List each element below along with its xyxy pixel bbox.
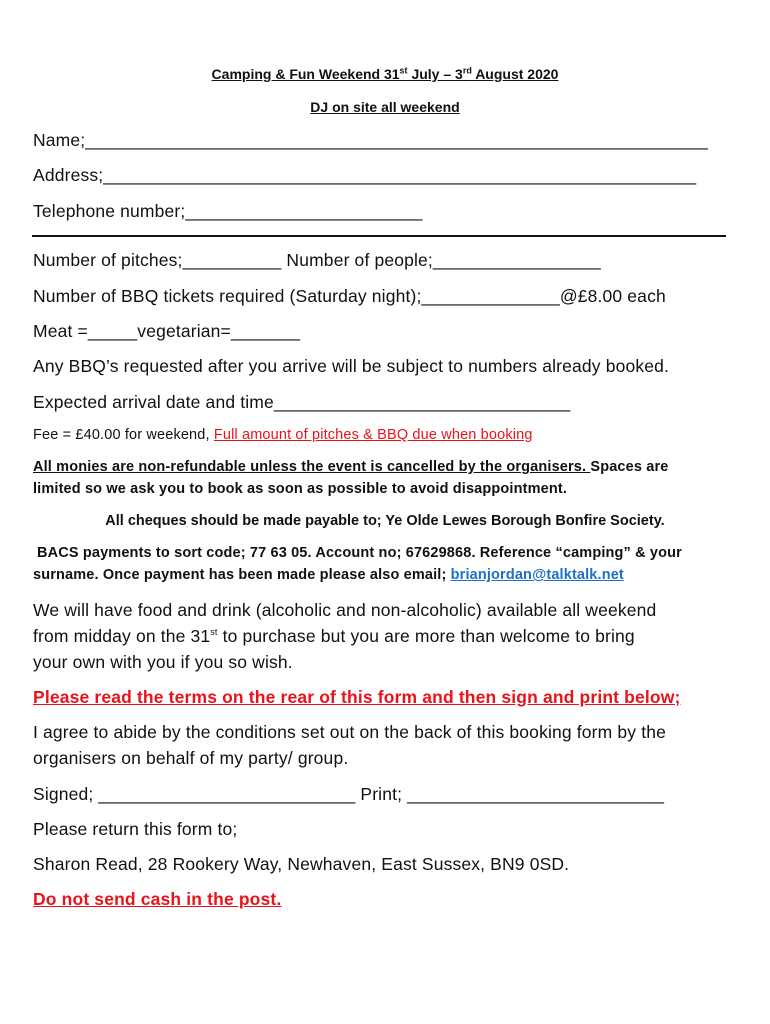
agree-line-2: organisers on behalf of my party/ group. <box>33 748 349 768</box>
bacs-line-2 <box>33 567 624 583</box>
email-link[interactable]: brianjordan@talktalk.net <box>450 567 624 583</box>
title-text-3: August 2020 <box>471 66 559 82</box>
arrival-field[interactable]: Expected arrival date and time______________________________ <box>33 392 571 412</box>
signature-field[interactable]: Signed; __________________________ Print; __________________________ <box>33 784 665 804</box>
form-title <box>0 66 770 82</box>
form-subtitle: DJ on site all weekend <box>310 99 460 115</box>
food-text-a: from midday on the 31 <box>33 626 211 646</box>
refund-text-underlined: All monies are non-refundable unless the event is cancelled by the organisers. <box>33 459 591 475</box>
refund-text-rest: Spaces are <box>590 459 669 475</box>
meat-vegetarian-field[interactable]: Meat =_____vegetarian=_______ <box>33 321 301 341</box>
title-text-1: Camping & Fun Weekend 31 <box>211 66 400 82</box>
return-label: Please return this form to; <box>33 819 238 839</box>
title-text-2: July – 3 <box>407 66 463 82</box>
food-text-b: to purchase but you are more than welcome to bring <box>217 626 635 646</box>
return-address: Sharon Read, 28 Rookery Way, Newhaven, East Sussex, BN9 0SD. <box>33 854 570 874</box>
title-sup-1: st <box>399 65 408 76</box>
refund-line-2: limited so we ask you to book as soon as possible to avoid disappointment. <box>33 481 567 497</box>
food-line-1: We will have food and drink (alcoholic and non-alcoholic) available all weekend <box>33 600 657 620</box>
food-line-3: your own with you if you so wish. <box>33 652 293 672</box>
food-line-2 <box>33 626 635 647</box>
food-sup: st <box>210 627 218 638</box>
fee-warning: Full amount of pitches & BBQ due when booking <box>213 427 533 443</box>
cheques-note: All cheques should be made payable to; Ye Olde Lewes Borough Bonfire Society. <box>105 513 665 529</box>
name-field[interactable]: Name;_______________________________________________________________ <box>33 130 708 150</box>
bacs-line-1: BACS payments to sort code; 77 63 05. Account no; 67629868. Reference “camping” & your <box>37 545 682 561</box>
telephone-field[interactable]: Telephone number;________________________ <box>33 201 423 221</box>
bbq-tickets-field[interactable]: Number of BBQ tickets required (Saturday night);______________@£8.00 each <box>33 286 666 306</box>
no-cash-warning: Do not send cash in the post. <box>33 889 282 909</box>
section-divider <box>32 235 726 237</box>
title-sup-2: rd <box>462 65 472 76</box>
refund-line-1 <box>33 459 668 475</box>
address-field[interactable]: Address;____________________________________________________________ <box>33 165 697 185</box>
fee-line <box>33 427 533 443</box>
read-terms-notice: Please read the terms on the rear of this form and then sign and print below; <box>33 687 681 707</box>
bacs-text: surname. Once payment has been made please also email; <box>33 567 451 583</box>
pitches-people-field[interactable]: Number of pitches;__________ Number of people;_________________ <box>33 250 601 270</box>
agree-line-1: I agree to abide by the conditions set out on the back of this booking form by the <box>33 722 666 742</box>
fee-text: Fee = £40.00 for weekend, <box>33 427 214 443</box>
bbq-note: Any BBQ’s requested after you arrive will be subject to numbers already booked. <box>33 356 670 376</box>
